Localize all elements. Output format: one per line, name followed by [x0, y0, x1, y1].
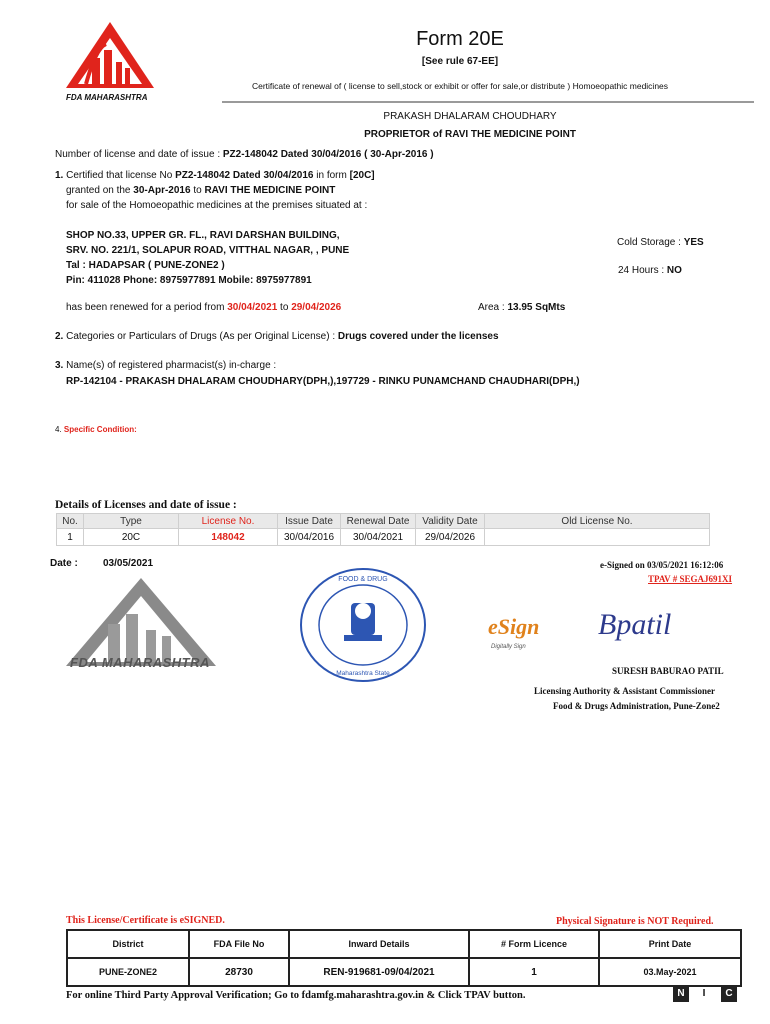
row-type: 20C	[84, 529, 179, 546]
section-2	[55, 331, 499, 342]
col-license-no: License No.	[179, 514, 278, 529]
esigned-note: This License/Certificate is eSIGNED.	[66, 915, 225, 926]
section-1-number: 1.	[55, 170, 64, 181]
verification-note: For online Third Party Approval Verification; Go to fdamfg.maharashtra.gov.in & Click TPAV button.	[66, 990, 526, 1001]
col-type: Type	[84, 514, 179, 529]
hours-value: NO	[666, 265, 682, 276]
section-1-line-3: for sale of the Homoeopathic medicines at the premises situated at :	[66, 200, 368, 211]
row-renewal-date: 30/04/2021	[341, 529, 416, 546]
drug-categories: Drugs covered under the licenses	[337, 331, 499, 342]
row-no: 1	[57, 529, 84, 546]
section-1-line-2	[66, 185, 335, 196]
premises-address	[66, 228, 349, 288]
row-old-license	[485, 529, 710, 546]
section-3-number: 3.	[55, 360, 64, 371]
signer-designation: Licensing Authority & Assistant Commissioner	[534, 686, 716, 696]
footer-district: PUNE-ZONE2	[67, 958, 189, 986]
nic-logo-c: C	[721, 986, 737, 1002]
table-row	[57, 529, 710, 546]
renewal-to: 29/04/2026	[291, 302, 342, 313]
nic-logo-n: N	[673, 986, 689, 1002]
section-3-text: Name(s) of registered pharmacist(s) in-charge :	[63, 360, 277, 371]
area-value: 13.95 SqMts	[507, 302, 566, 313]
row-issue-date: 30/04/2016	[278, 529, 341, 546]
col-renewal-date: Renewal Date	[341, 514, 416, 529]
signer-name: SURESH BABURAO PATIL	[612, 666, 724, 676]
footer-col-district: District	[67, 930, 189, 958]
footer-col-file-no: FDA File No	[189, 930, 289, 958]
license-number-line	[55, 149, 434, 160]
section-1-text-4: to	[190, 185, 205, 196]
form-title: Form 20E	[416, 28, 504, 50]
date-value: 03/05/2021	[103, 558, 154, 569]
row-license-no: 148042	[179, 529, 278, 546]
holder-name: PRAKASH DHALARAM CHOUDHARY	[383, 111, 557, 122]
physical-signature-note: Physical Signature is NOT Required.	[556, 916, 714, 927]
esign-logo: eSign	[488, 614, 540, 639]
address-line-4: Pin: 411028 Phone: 8975977891 Mobile: 8975977891	[66, 275, 312, 286]
svg-text:FOOD & DRUG: FOOD & DRUG	[338, 576, 388, 583]
footer-table	[66, 929, 742, 987]
address-line-3: Tal : HADAPSAR ( PUNE-ZONE2 )	[66, 260, 225, 271]
address-line-2: SRV. NO. 221/1, SOLAPUR ROAD, VITTHAL NAGAR, , PUNE	[66, 245, 350, 256]
license-value: PZ2-148042 Dated 30/04/2016 ( 30-Apr-2016 )	[222, 149, 434, 160]
licenses-table-header	[57, 514, 710, 529]
handwritten-signature: Bpatil	[598, 608, 672, 641]
granted-date: 30-Apr-2016	[133, 185, 191, 196]
section-1-license: PZ2-148042 Dated 30/04/2016	[175, 170, 314, 181]
header-divider	[222, 101, 754, 103]
section-2-number: 2.	[55, 331, 64, 342]
svg-text:Maharashtra State: Maharashtra State	[336, 670, 390, 677]
row-validity-date: 29/04/2026	[416, 529, 485, 546]
certificate-subtitle: Certificate of renewal of ( license to sell,stock or exhibit or offer for sale,or distribute ) Homoeopathic medicines	[251, 81, 669, 91]
area	[478, 302, 565, 313]
fda-logo	[62, 18, 158, 104]
section-4	[55, 425, 137, 434]
nic-logo-i: I	[702, 988, 706, 999]
license-label: Number of license and date of issue :	[55, 149, 223, 160]
section-2-text: Categories or Particulars of Drugs (As per Original License) :	[63, 331, 338, 342]
granted-to: RAVI THE MEDICINE POINT	[204, 185, 336, 196]
esigned-on: e-Signed on 03/05/2021 16:12:06	[600, 560, 724, 570]
renewal-period	[66, 302, 341, 313]
esign-sub: Digitally Sign	[491, 644, 526, 650]
col-old-license: Old License No.	[485, 514, 710, 529]
details-heading: Details of Licenses and date of issue :	[55, 499, 237, 511]
section-3	[55, 360, 276, 371]
pharmacists: RP-142104 - PRAKASH DHALARAM CHOUDHARY(DPH,),197729 - RINKU PUNAMCHAND CHAUDHARI(DPH,)	[66, 376, 580, 387]
proprietor-line: PROPRIETOR of RAVI THE MEDICINE POINT	[364, 129, 576, 140]
fda-seal	[296, 565, 430, 685]
section-1-text-2: in form	[313, 170, 350, 181]
watermark-label: FDA MAHARASHTRA	[70, 655, 210, 670]
col-validity-date: Validity Date	[416, 514, 485, 529]
logo-label: FDA MAHARASHTRA	[66, 93, 148, 102]
renewal-text: has been renewed for a period from	[66, 302, 228, 313]
cold-storage-label: Cold Storage :	[617, 237, 684, 248]
renewal-to-text: to	[277, 302, 292, 313]
section-4-number: 4.	[55, 425, 62, 434]
footer-col-inward: Inward Details	[289, 930, 469, 958]
section-1-line-1	[55, 170, 375, 181]
area-label: Area :	[478, 302, 508, 313]
hours-label: 24 Hours :	[618, 265, 667, 276]
footer-form-licence: 1	[469, 958, 599, 986]
footer-print-date: 03.May-2021	[599, 958, 741, 986]
section-1-text-3: granted on the	[66, 185, 134, 196]
section-1-text: Certified that license No	[63, 170, 176, 181]
col-issue-date: Issue Date	[278, 514, 341, 529]
footer-file-no: 28730	[189, 958, 289, 986]
footer-col-form-licence: # Form Licence	[469, 930, 599, 958]
cold-storage-value: YES	[683, 237, 704, 248]
address-line-1: SHOP NO.33, UPPER GR. FL., RAVI DARSHAN BUILDING,	[66, 230, 340, 241]
tpav-link[interactable]: TPAV # SEGAJ691XI	[648, 574, 733, 584]
footer-value-row	[67, 958, 741, 986]
licenses-table	[56, 513, 710, 546]
hours-24	[618, 265, 682, 276]
col-no: No.	[57, 514, 84, 529]
footer-inward: REN-919681-09/04/2021	[289, 958, 469, 986]
footer-header-row	[67, 930, 741, 958]
signer-office: Food & Drugs Administration, Pune-Zone2	[553, 701, 720, 711]
renewal-from: 30/04/2021	[227, 302, 278, 313]
section-1-form: [20C]	[349, 170, 375, 181]
footer-col-print-date: Print Date	[599, 930, 741, 958]
date-label: Date :	[50, 558, 78, 569]
specific-condition-label: Specific Condition:	[61, 425, 137, 434]
rule-ref: [See rule 67-EE]	[421, 56, 499, 67]
cold-storage	[617, 237, 704, 248]
